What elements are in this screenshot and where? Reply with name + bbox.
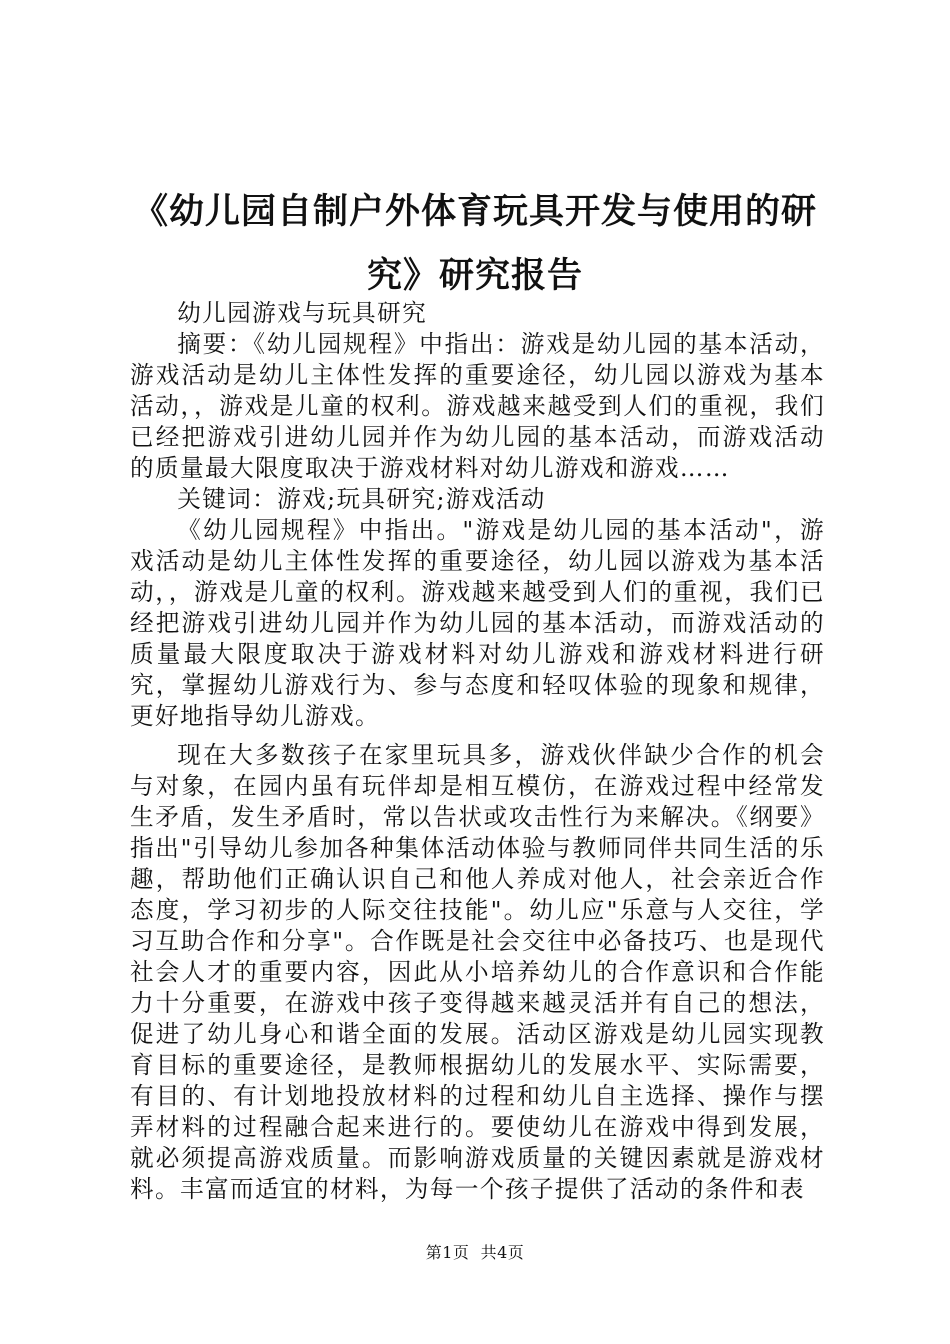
body-paragraph: 《幼儿园规程》中指出。"游戏是幼儿园的基本活动"，游戏活动是幼儿主体性发挥的重要途径，幼儿园以游戏为基本活动，，游戏是儿童的权利。游戏越来越受到人们的重视，我们已经把游戏引进幼儿园并作为幼儿园的基本活动，而游戏活动的质量最大限度取决于游戏材料对幼儿游戏和游戏材料进行研究，掌握幼儿游戏行为、参与态度和轻叹体验的现象和规律，更好地指导幼儿游戏。 — [130, 516, 825, 730]
page-footer — [0, 1243, 950, 1263]
page-number: 第1页 共4页 — [425, 1243, 525, 1262]
body-paragraph: 现在大多数孩子在家里玩具多，游戏伙伴缺少合作的机会与对象，在园内虽有玩伴却是相互模仿，在游戏过程中经常发生矛盾，发生矛盾时，常以告状或攻击性行为来解决。《纲要》指出"引导幼儿参加各种集体活动体验与教师同伴共同生活的乐趣，帮助他们正确认识自己和他人养成对他人，社会亲近合作态度，学习初步的人际交往技能"。幼儿应"乐意与人交往，学习互助合作和分享"。合作既是社会交往中必备技巧、也是现代社会人才的重要内容，因此从小培养幼儿的合作意识和合作能力十分重要，在游戏中孩子变得越来越灵活并有自己的想法，促进了幼儿身心和谐全面的发展。活动区游戏是幼儿园实现教育目标的重要途径，是教师根据幼儿的发展水平、实际需要，有目的、有计划地投放材料的过程和幼儿自主选择、操作与摆弄材料的过程融合起来进行的。要使幼儿在游戏中得到发展，就必须提高游戏质量。而影响游戏质量的关键因素就是游戏材料。丰富而适宜的材料，为每一个孩子提供了活动的条件和表 — [130, 741, 825, 1203]
document-title: 《幼儿园自制户外体育玩具开发与使用的研究》研究报告 — [132, 191, 817, 296]
section-heading: 幼儿园游戏与玩具研究 — [177, 299, 428, 327]
keywords-line: 关键词：游戏;玩具研究;游戏活动 — [177, 485, 546, 513]
abstract-paragraph: 摘要：《幼儿园规程》中指出：游戏是幼儿园的基本活动，游戏活动是幼儿主体性发挥的重要途径，幼儿园以游戏为基本活动，，游戏是儿童的权利。游戏越来越受到人们的重视，我们已经把游戏引进幼儿园并作为幼儿园的基本活动，而游戏活动的质量最大限度取决于游戏材料对幼儿游戏和游戏…… — [130, 330, 825, 482]
document-body — [130, 298, 825, 1205]
